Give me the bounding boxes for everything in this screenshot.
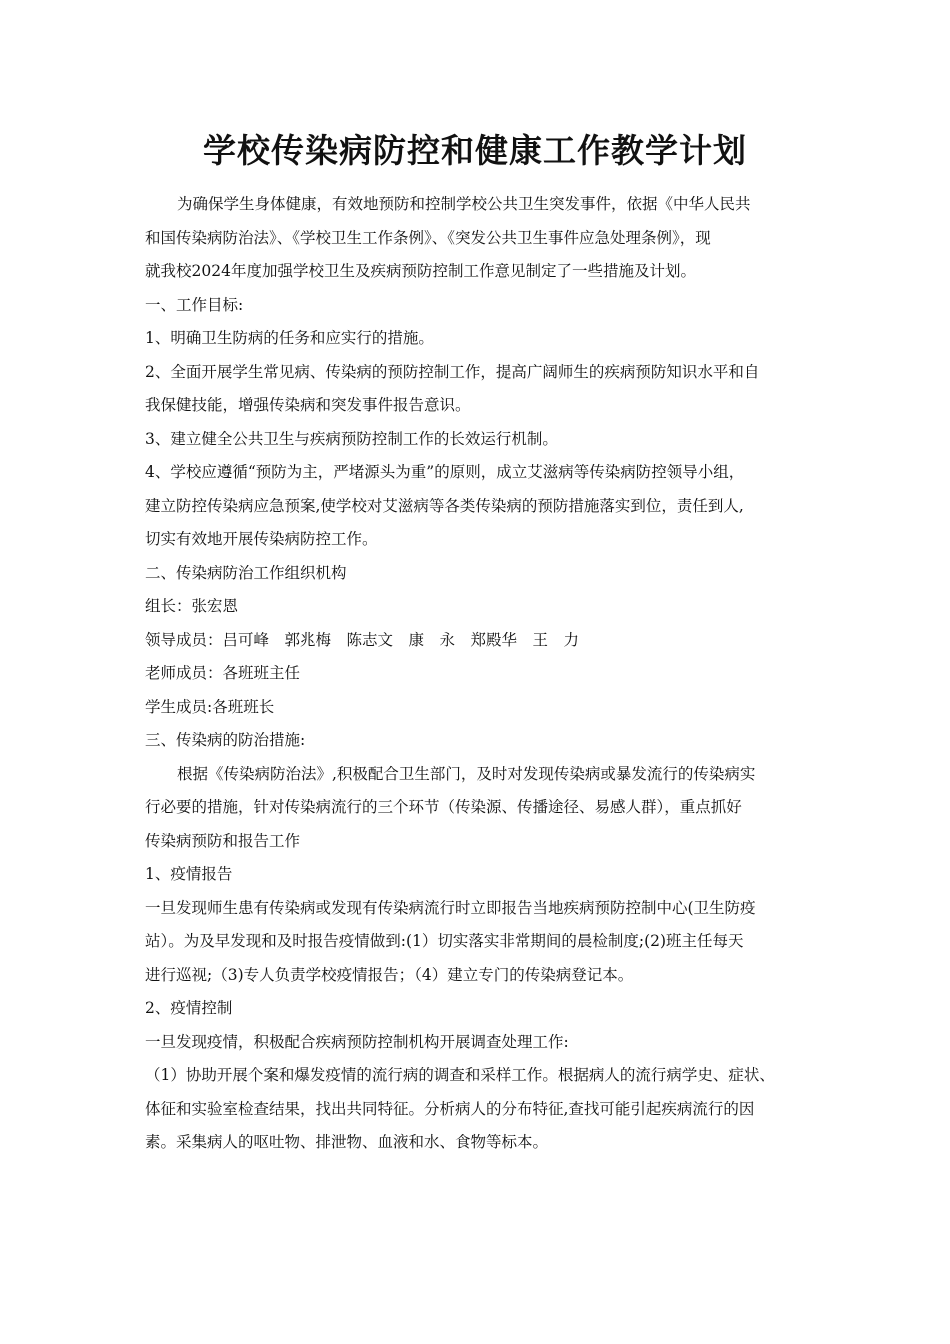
text-line: 素。采集病人的呕吐物、排泄物、血液和水、食物等标本。	[145, 1133, 549, 1151]
text-line: 组长：张宏恩	[145, 597, 239, 615]
document-title: 学校传染病防控和健康工作教学计划	[203, 131, 747, 170]
text-line: 行必要的措施，针对传染病流行的三个环节（传染源、传播途径、易感人群），重点抓好	[145, 798, 742, 816]
text-line: 我保健技能，增强传染病和突发事件报告意识。	[145, 396, 471, 414]
text-line: 学生成员:各班班长	[145, 697, 275, 716]
text-line: 一旦发现疫情，积极配合疾病预防控制机构开展调查处理工作:	[145, 1032, 569, 1051]
text-line: 一、工作目标:	[145, 295, 244, 314]
text-line: 和国传染病防治法》、《学校卫生工作条例》、《突发公共卫生事件应急处理条例》，现	[145, 228, 711, 247]
text-line: （1）协助开展个案和爆发疫情的流行病的调查和采样工作。根据病人的流行病学史、症状、	[145, 1066, 775, 1084]
document-body	[145, 188, 813, 1160]
text-line: 三、传染病的防治措施:	[145, 731, 306, 749]
text-line: 1、疫情报告	[145, 865, 233, 883]
text-line: 进行巡视;（3)专人负责学校疫情报告；（4）建立专门的传染病登记本。	[145, 965, 634, 984]
text-line: 建立防控传染病应急预案,使学校对艾滋病等各类传染病的预防措施落实到位，责任到人,	[145, 496, 744, 515]
text-line: 4、学校应遵循“预防为主，严堵源头为重”的原则，成立艾滋病等传染病防控领导小组，	[145, 463, 745, 481]
text-line: 1、明确卫生防病的任务和应实行的措施。	[145, 329, 434, 347]
text-line: 切实有效地开展传染病防控工作。	[145, 530, 378, 548]
text-line: 领导成员：吕可峰 郭兆梅 陈志文 康 永 郑殿华 王 力	[145, 630, 580, 649]
text-line: 一旦发现师生患有传染病或发现有传染病流行时立即报告当地疾病预防控制中心(卫生防疫	[145, 898, 756, 917]
text-line: 3、建立健全公共卫生与疾病预防控制工作的长效运行机制。	[145, 429, 558, 448]
text-line: 就我校2024年度加强学校卫生及疾病预防控制工作意见制定了一些措施及计划。	[145, 262, 696, 280]
text-line: 传染病预防和报告工作	[145, 831, 301, 850]
text-line: 根据《传染病防治法》,积极配合卫生部门，及时对发现传染病或暴发流行的传染病实	[177, 764, 756, 783]
text-line: 体征和实验室检查结果，找出共同特征。分析病人的分布特征,查找可能引起疾病流行的因	[145, 1099, 755, 1118]
text-line: 老师成员：各班班主任	[145, 664, 301, 682]
text-line: 为确保学生身体健康，有效地预防和控制学校公共卫生突发事件，依据《中华人民共	[177, 195, 751, 213]
text-line: 2、全面开展学生常见病、传染病的预防控制工作，提高广阔师生的疾病预防知识水平和自	[145, 362, 760, 381]
text-line: 二、传染病防治工作组织机构	[145, 563, 347, 582]
text-line: 2、疫情控制	[145, 999, 233, 1017]
text-line: 站）。为及早发现和及时报告疫情做到:(1）切实落实非常期间的晨检制度;(2)班主任每天	[145, 932, 744, 950]
